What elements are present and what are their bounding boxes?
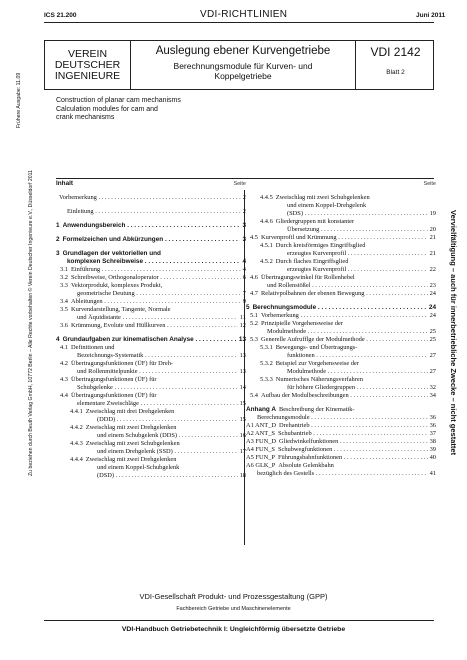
toc-entry-title: Zweischlag mit drei Drehgelenken: [85, 408, 175, 415]
subtitle-line-2: Koppelgetriebe: [214, 71, 272, 81]
toc-entry-page: 12: [239, 322, 246, 329]
toc-entry-page: 21: [429, 250, 436, 257]
toc-entry-page: 9: [242, 298, 246, 305]
toc-entry-number: 5.3.3: [260, 376, 273, 383]
toc-entry: [246, 250, 436, 258]
toc-entry: [56, 424, 246, 432]
toc-entry: [56, 222, 246, 230]
toc-entry: [246, 304, 436, 312]
toc-entry: [56, 448, 246, 456]
toc-entry: [56, 408, 246, 416]
toc-entry-page: 27: [429, 352, 436, 359]
toc-entry-page: 4: [242, 258, 246, 265]
publisher-line-1: VEREIN: [67, 47, 108, 60]
toc-entry-page: 25: [429, 328, 436, 335]
toc-entry: [246, 312, 436, 320]
toc-entry-title: funktionen . . .: [249, 352, 428, 360]
english-title: [56, 97, 181, 123]
toc-entry: [246, 210, 436, 218]
toc-entry-number: 4.5.2: [260, 258, 273, 265]
toc-entry-title: Durch kreisförmiges Eingriffsglied: [275, 242, 366, 249]
toc-entry-title: Numerisches Näherungsverfahren: [275, 376, 363, 383]
toc-entry-number: Anhang A: [246, 406, 276, 413]
toc-entry-number: A6 GLK_P: [246, 462, 276, 469]
toc-entry-title: Generelle Aufrufflge der Modulmethode . . .: [261, 336, 428, 344]
toc-entry: [56, 274, 246, 282]
toc-entry-page: 19: [429, 210, 436, 217]
toc-entry: [56, 298, 246, 306]
toc-entry-title: und einem Koppel-Schubgelenk: [97, 464, 180, 471]
toc-entry-title: und Äquidistante . . .: [59, 314, 238, 322]
toc-entry-title: Grundlagen der vektoriellen und: [62, 250, 161, 257]
toc-entry-title: Vorbemerkung . . .: [261, 312, 428, 320]
toc-entry-page: 2: [242, 194, 246, 201]
toc-entry-number: 5.3: [250, 336, 258, 343]
toc-page-label-right: Seite: [423, 181, 436, 187]
document-number: VDI 2142: [370, 45, 421, 59]
toc-entry-title: Führungsbahnfunktionen . . .: [278, 454, 428, 462]
toc-entry-title: Zweischlag mit zwei Drehgelenken: [85, 456, 177, 463]
toc-right-entries: [246, 194, 436, 478]
toc-entry-page: 34: [429, 392, 436, 399]
toc-entry: [56, 432, 246, 440]
series-title: VDI-RICHTLINIEN: [200, 9, 288, 20]
toc-entry-title: Kurvendarstellung, Tangente, Normale: [71, 306, 171, 313]
toc-entry-page: 6: [242, 274, 246, 281]
toc-entry-number: 4.3: [60, 376, 68, 383]
toc-right-column: [246, 180, 436, 478]
toc-left-column: [56, 180, 246, 480]
toc-entry-title: komplexen Schreibweise . . .: [59, 258, 240, 266]
toc-entry: [246, 320, 436, 328]
toc-entry: [56, 384, 246, 392]
toc-entry-page: 24: [429, 312, 436, 319]
toc-entry-title: (SDS) . . .: [249, 210, 428, 218]
toc-entry: [56, 360, 246, 368]
toc-entry-page: 39: [429, 446, 436, 453]
toc-entry-number: 4.4.3: [70, 440, 83, 447]
footer-rule: [44, 620, 434, 621]
toc-entry-number: A5 FUN_P: [246, 454, 275, 461]
toc-entry-number: 4.6: [250, 274, 258, 281]
toc-entry-page: 13: [239, 368, 246, 375]
toc-entry-page: 3: [242, 222, 246, 229]
previous-edition-note: Frühere Ausgabe: 11.09: [16, 72, 22, 128]
toc-entry: [56, 344, 246, 352]
document-number-cell: [356, 41, 435, 89]
department-name: Fachbereich Getriebe und Maschinenelemente: [176, 606, 291, 612]
toc-entry-title: Kurvenprofil und Krümmung . . .: [261, 234, 428, 242]
toc-entry-title: Drehantrieb . . .: [279, 422, 428, 430]
subtitle-line-1: Berechnungsmodule für Kurven- und: [173, 61, 313, 71]
toc-entry: [246, 384, 436, 392]
toc-entry-number: 5: [246, 304, 250, 311]
toc-entry-title: Krümmung, Evolute und Hüllkurven . . .: [71, 322, 238, 330]
toc-entry: [246, 406, 436, 414]
toc-entry: [246, 242, 436, 250]
toc-entry-number: A2 ANT_S: [246, 430, 275, 437]
toc-entry: [246, 422, 436, 430]
toc-entry-number: 4.4.6: [260, 218, 273, 225]
toc-entry-number: 5.4: [250, 392, 258, 399]
toc-entry: [246, 266, 436, 274]
toc-entry-title: Relativpolbahnen der ebenen Bewegung . . .: [261, 290, 428, 298]
toc-entry-page: 3: [242, 236, 246, 243]
toc-entry: [246, 446, 436, 454]
english-title-line-2: Calculation modules for cam and: [56, 105, 158, 113]
toc-entry-title: für höhere Gliedergruppen . . .: [249, 384, 428, 392]
toc-entry-page: 36: [429, 422, 436, 429]
sheet-number: Blatt 2: [386, 69, 405, 76]
reproduction-note: Vervielfältigung – auch für innerbetriebliche Zwecke – nicht gestattet: [449, 210, 458, 456]
toc-entry-page: 13: [238, 336, 246, 343]
toc-entry-title: Modulmethode . . .: [249, 368, 428, 376]
toc-entry-number: 5.1: [250, 312, 258, 319]
toc-entry: [56, 416, 246, 424]
toc-entry-title: Einleitung . . .: [59, 208, 241, 216]
toc-entry-number: 4.4.1: [70, 408, 83, 415]
title-block: [44, 40, 434, 90]
toc-entry-number: 4.4.5: [260, 194, 273, 201]
toc-entry: [56, 456, 246, 464]
toc-entry-number: 3.2: [60, 274, 68, 281]
toc-entry-page: 15: [239, 400, 246, 407]
toc-entry-title: Aufbau der Modulbeschreibungen . . .: [261, 392, 428, 400]
toc-entry-number: 4.4: [60, 392, 68, 399]
toc-entry: [246, 328, 436, 336]
toc-entry-title: Formelzeichen und Abkürzungen . . .: [63, 236, 241, 244]
english-title-line-1: Construction of planar cam mechanisms: [56, 97, 181, 104]
toc-entry-number: 3.5: [60, 306, 68, 313]
toc-entry-number: 4.5.1: [260, 242, 273, 249]
toc-entry-page: 14: [239, 384, 246, 391]
toc-entry-number: 5.3.2: [260, 360, 273, 367]
toc-entry-title: und einem Koppel-Drehgelenk: [287, 202, 367, 209]
toc-entry: [246, 462, 436, 470]
toc-entry-page: 20: [429, 226, 436, 233]
toc-entry-number: 4.2: [60, 360, 68, 367]
toc-entry: [246, 368, 436, 376]
toc-entry-page: 24: [428, 304, 436, 311]
toc-entry: [56, 266, 246, 274]
toc-entry-page: 32: [429, 384, 436, 391]
toc-entry-page: 25: [429, 336, 436, 343]
toc-entry: [56, 352, 246, 360]
toc-entry: [56, 314, 246, 322]
toc-entry-page: 13: [239, 352, 246, 359]
society-name: VDI-Gesellschaft Produkt- und Prozessgestaltung (GPP): [139, 592, 328, 601]
toc-entry-page: 24: [429, 290, 436, 297]
toc-entry: [246, 202, 436, 210]
toc-entry-title: Absolute Gelenkbahn: [278, 462, 334, 469]
toc-entry-page: 23: [429, 282, 436, 289]
toc-entry-page: 7: [242, 290, 246, 297]
toc-entry: [246, 344, 436, 352]
toc-entry-title: und einem Schubgelenk (DDS) . . .: [59, 432, 238, 440]
toc-entry: [246, 376, 436, 384]
toc-entry: [56, 236, 246, 244]
toc-entry-number: 3.4: [60, 298, 68, 305]
toc-entry-title: erzeugtes Kurvenprofil . . .: [249, 266, 428, 274]
toc-entry-page: 22: [429, 266, 436, 273]
toc-entry-title: Vorbemerkung . . .: [59, 194, 241, 202]
toc-entry-number: 3: [56, 250, 60, 257]
english-title-line-3: crank mechanisms: [56, 114, 115, 121]
toc-entry-page: 27: [429, 368, 436, 375]
toc-entry-title: Berechnungsmodule . . .: [249, 414, 428, 422]
toc-entry-number: 3.6: [60, 322, 68, 329]
toc-entry: [246, 430, 436, 438]
toc-entry-number: 2: [56, 236, 60, 243]
publisher-name: [45, 41, 131, 89]
toc-entry-title: (DDD) . . .: [59, 416, 238, 424]
toc-entry-title: bezüglich des Gestells . . .: [249, 470, 428, 478]
toc-entry-title: Schubantrieb . . .: [278, 430, 428, 438]
toc-entry: [246, 352, 436, 360]
main-title: Auslegung ebener Kurvengetriebe: [155, 45, 331, 57]
toc-entry: [56, 194, 246, 202]
toc-entry-title: Übertragungsfunktionen (ÜF) für Dreh-: [71, 360, 174, 367]
toc-entry: [246, 258, 436, 266]
toc-entry-title: Übersetzung . . .: [249, 226, 428, 234]
toc-entry-title: Bezeichnungs-Systematik . . .: [59, 352, 238, 360]
toc-entry-page: 41: [429, 470, 436, 477]
toc-entry: [246, 226, 436, 234]
toc-entry: [56, 290, 246, 298]
toc-entry-page: 17: [239, 448, 246, 455]
toc-entry: [246, 282, 436, 290]
toc-entry-title: Übertragungsfunktionen (ÜF) für: [71, 376, 157, 383]
toc-entry-page: 38: [429, 438, 436, 445]
toc-heading: Inhalt: [56, 180, 74, 187]
toc-entry-page: 16: [239, 432, 246, 439]
toc-entry-number: 4.1: [60, 344, 68, 351]
toc-entry-number: 4: [56, 336, 60, 343]
toc-entry-title: erzeugtes Kurvenprofil . . .: [249, 250, 428, 258]
toc-entry: [246, 290, 436, 298]
toc-entry: [246, 360, 436, 368]
toc-entry-page: 2: [242, 208, 246, 215]
toc-entry-title: Gliedwinkelfunktionen . . .: [279, 438, 428, 446]
top-rule: [44, 22, 434, 23]
toc-entry: [56, 282, 246, 290]
toc-entry: [56, 440, 246, 448]
toc-entry-title: Bewegungs- und Übertragungs-: [275, 344, 358, 351]
toc-entry: [246, 438, 436, 446]
toc-entry-title: Prinzipielle Vorgehensweise der: [261, 320, 343, 327]
toc-entry-number: 3.1: [60, 266, 68, 273]
toc-entry-title: Schubgelenke . . .: [59, 384, 238, 392]
toc-entry-title: Zweischlag mit zwei Drehgelenken: [85, 424, 177, 431]
toc-entry: [56, 376, 246, 384]
toc-entry-number: 3.3: [60, 282, 68, 289]
publisher-line-3: INGENIEURE: [54, 69, 121, 82]
toc-entry: [246, 218, 436, 226]
toc-entry-title: Übertragungswinkel für Rollenhebel: [261, 274, 355, 281]
publisher-line-2: DEUTSCHER: [54, 58, 121, 71]
toc-entry: [56, 392, 246, 400]
toc-entry-title: Beispiel zur Vorgehensweise der: [275, 360, 360, 367]
toc-entry-page: 40: [429, 454, 436, 461]
toc-entry-number: 5.2: [250, 320, 258, 327]
toc-entry: [246, 336, 436, 344]
toc-entry-number: 4.4.2: [70, 424, 83, 431]
toc-entry-title: Definitionen und: [71, 344, 115, 351]
toc-entry-number: 4.4.4: [70, 456, 83, 463]
ics-code: ICS 21.200: [44, 12, 77, 19]
toc-entry: [56, 322, 246, 330]
toc-entry-title: Schubwegfunktionen . . .: [278, 446, 428, 454]
toc-entry-title: Einführung . . .: [71, 266, 241, 274]
copyright-note: Zu beziehen durch Beuth Verlag GmbH, 10772 Berlin – Alle Rechte vorbehalten © Verein Deutscher Ingenieure e.V., Düsseldorf 2011: [28, 169, 34, 476]
toc-entry: [246, 470, 436, 478]
toc-entry-number: A1 ANT_D: [246, 422, 276, 429]
toc-entry: [246, 414, 436, 422]
toc-entry-title: Zweischlag mit zwei Schubgelenken: [275, 194, 370, 201]
toc-entry-title: und Rollenmittelpunkte . . .: [59, 368, 238, 376]
toc-entry: [56, 368, 246, 376]
issue-date: Juni 2011: [416, 12, 446, 19]
toc-entry-title: und einem Drehgelenk (SSD) . . .: [59, 448, 238, 456]
toc-entry-page: 4: [242, 266, 246, 273]
toc-entry: [56, 472, 246, 480]
toc-entry: [56, 250, 246, 258]
handbook-title: VDI-Handbuch Getriebetechnik I: Ungleichförmig übersetzte Getriebe: [121, 626, 346, 633]
toc-entry: [56, 258, 246, 266]
toc-entry-title: geometrische Deutung . . .: [59, 290, 241, 298]
toc-entry-page: 11: [239, 314, 246, 321]
toc-entry: [246, 234, 436, 242]
toc-entry-title: Beschreibung der Kinematik-: [278, 406, 355, 413]
toc-entry-page: 37: [429, 430, 436, 437]
toc-entry: [56, 336, 246, 344]
toc-entry-page: 18: [239, 472, 246, 479]
toc-entry-number: 4.7: [250, 290, 258, 297]
toc-entry-title: Vektorprodukt, komplexes Produkt,: [71, 282, 163, 289]
toc-entry-title: Modulmethode . . .: [249, 328, 428, 336]
toc-entry-page: 21: [429, 234, 436, 241]
toc-entry: [246, 454, 436, 462]
toc-page-label-left: Seite: [233, 181, 246, 187]
document-title: [131, 41, 356, 89]
toc-entry-title: Schreibweise, Orthogonaloperator . . .: [71, 274, 241, 282]
toc-left-entries: [56, 194, 246, 480]
toc-entry-title: Ableitungen . . .: [71, 298, 241, 306]
toc-entry: [246, 274, 436, 282]
toc-entry-title: Grundaufgaben zur kinematischen Analyse . . .: [63, 336, 237, 344]
toc-entry-page: 36: [429, 414, 436, 421]
toc-entry-number: 5.3.1: [260, 344, 273, 351]
toc-entry: [56, 400, 246, 408]
toc-entry-title: elementare Zweischläge . . .: [59, 400, 238, 408]
toc-entry: [246, 392, 436, 400]
toc-entry-title: (DSD) . . .: [59, 472, 238, 480]
toc-entry: [56, 306, 246, 314]
toc-entry-title: Zweischlag mit zwei Schubgelenken: [85, 440, 180, 447]
toc-entry-page: 15: [239, 416, 246, 423]
toc-entry-title: Durch flaches Eingriffsglied: [275, 258, 349, 265]
toc-entry-title: Anwendungsbereich . . .: [63, 222, 241, 230]
toc-entry-number: 1: [56, 222, 60, 229]
toc-entry: [56, 208, 246, 216]
toc-entry-title: Gliedergruppen mit konstanter: [275, 218, 355, 225]
toc-entry-title: und Rollenstößel . . .: [249, 282, 428, 290]
toc-entry-number: A4 FUN_S: [246, 446, 275, 453]
toc-entry: [56, 464, 246, 472]
toc-entry-number: A3 FUN_D: [246, 438, 277, 445]
toc-entry-title: Berechnungsmodule . . .: [253, 304, 427, 312]
toc-entry-number: 4.5: [250, 234, 258, 241]
toc-entry-title: Übertragungsfunktionen (ÜF) für: [71, 392, 157, 399]
toc-entry: [246, 194, 436, 202]
